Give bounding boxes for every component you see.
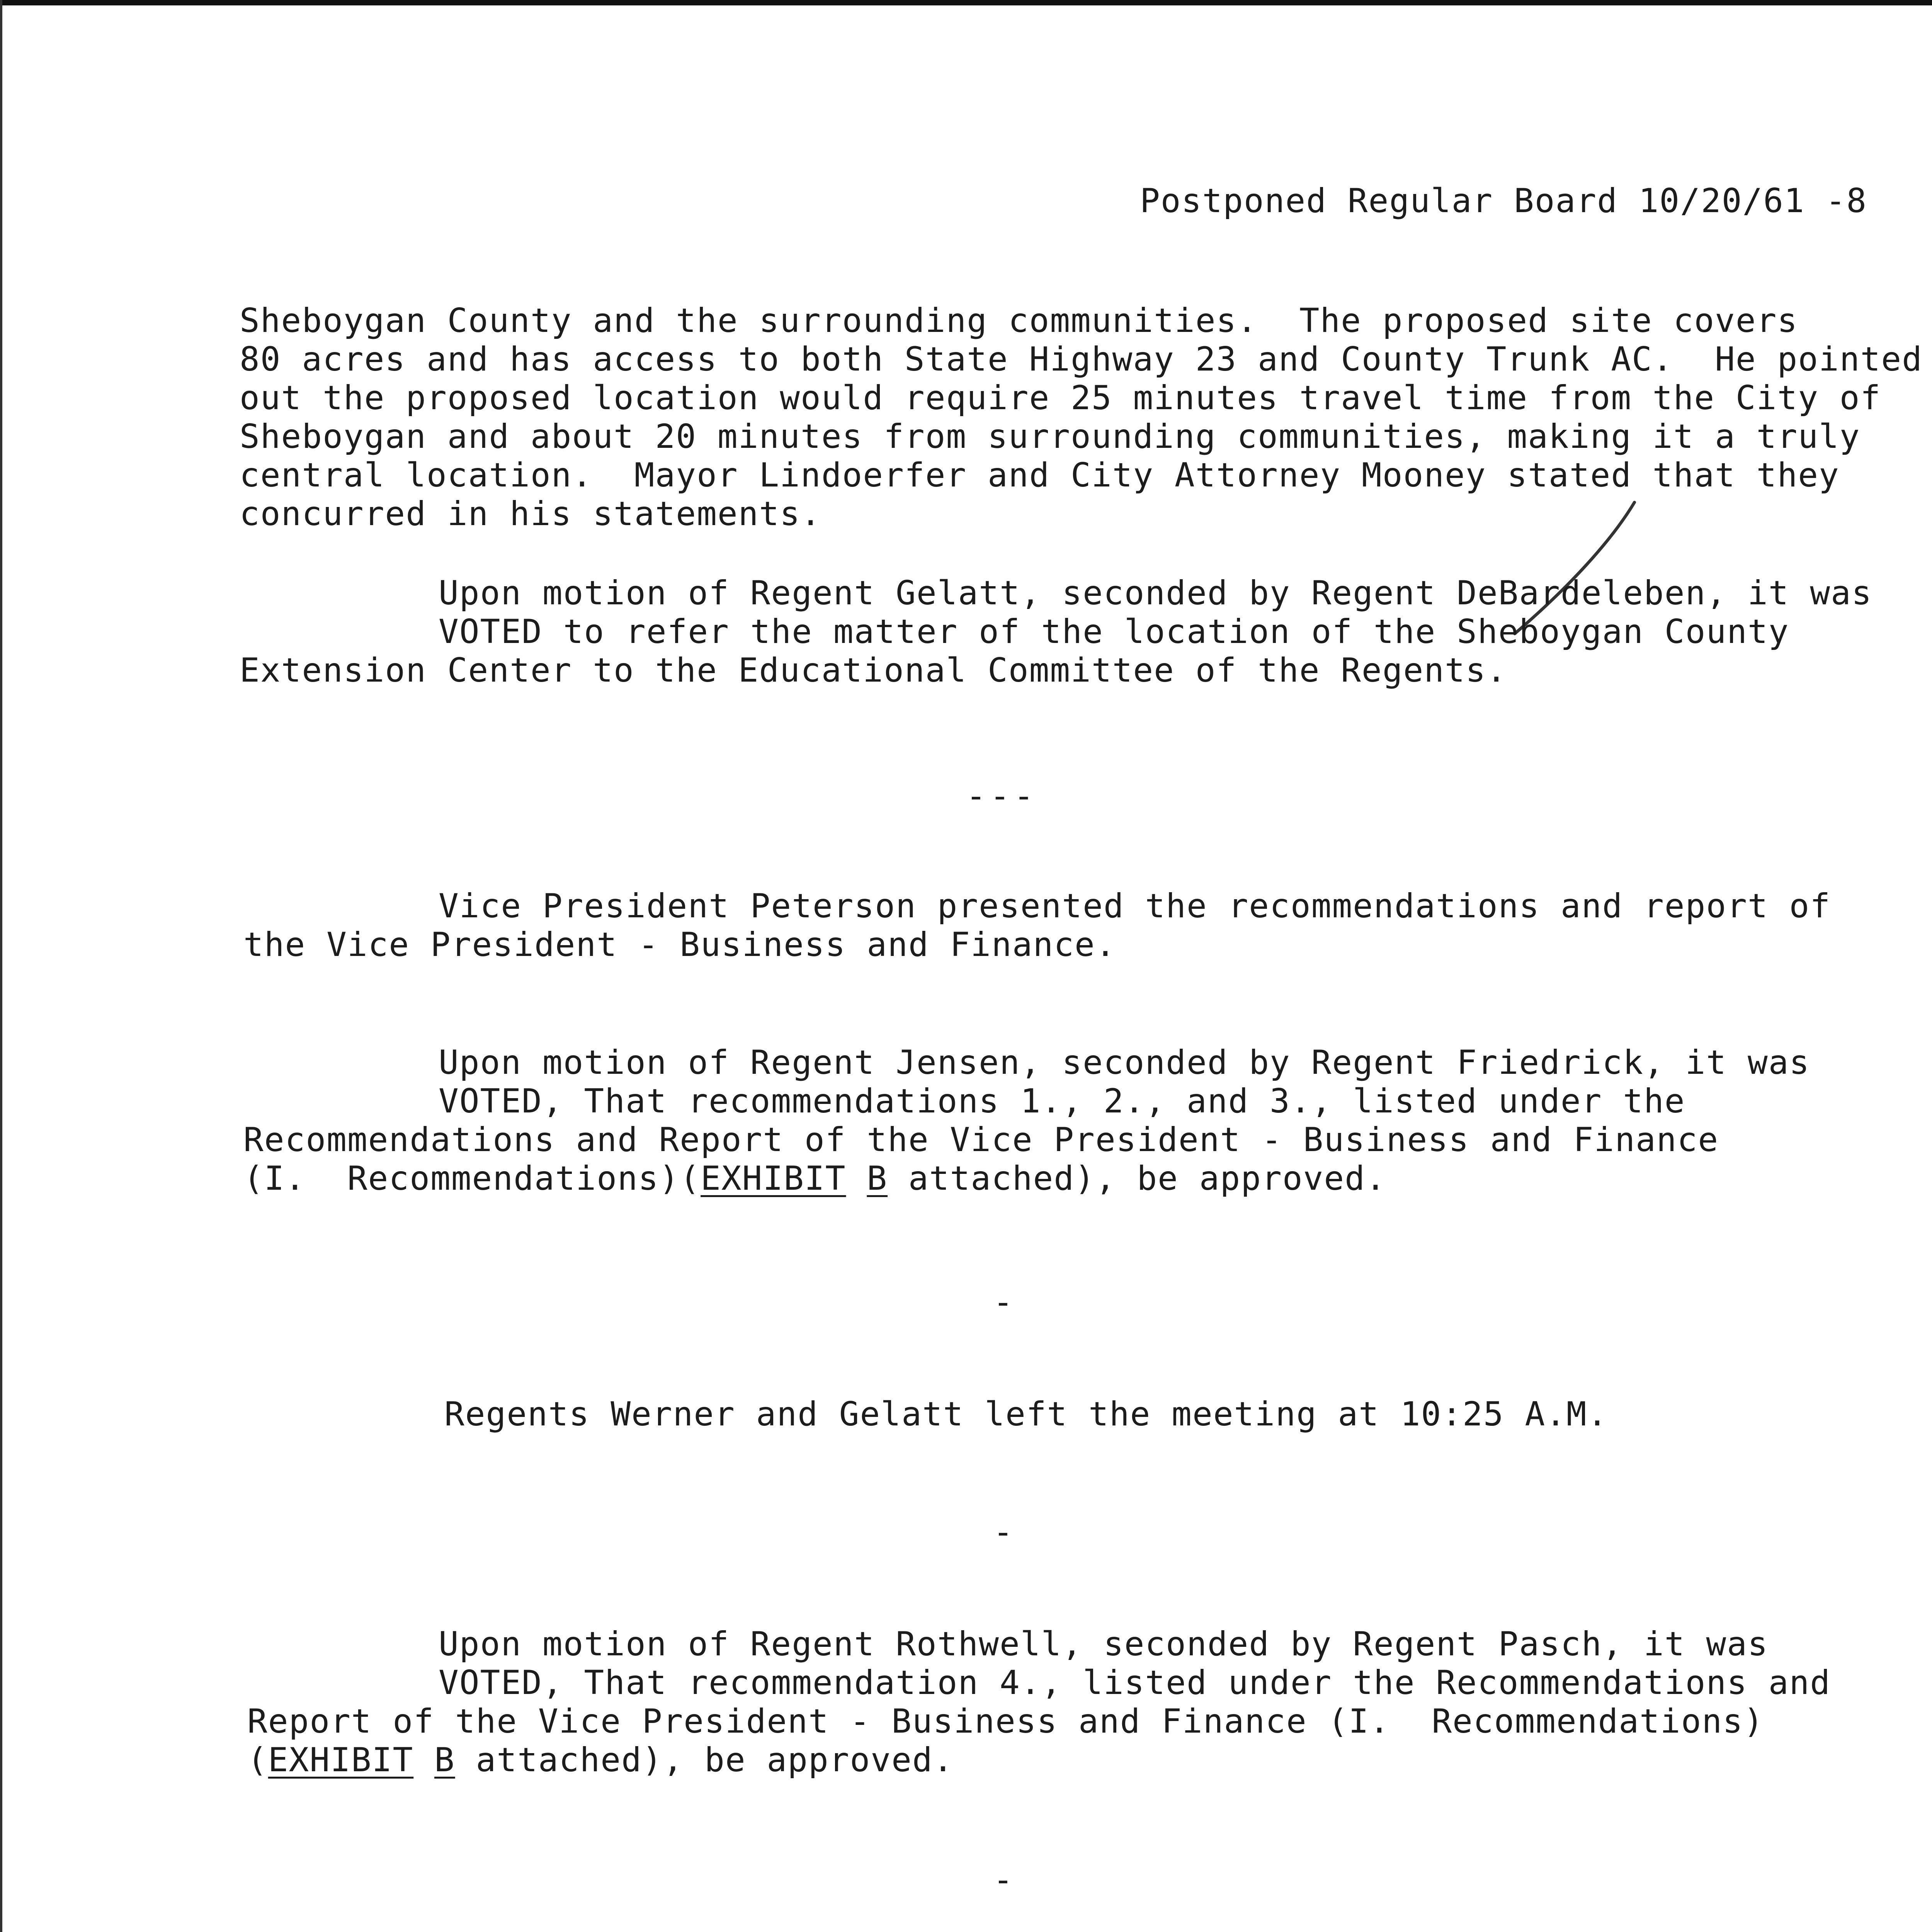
exhibit-word: EXHIBIT (701, 1159, 846, 1198)
line-suffix: attached), be approved. (888, 1159, 1386, 1198)
separator-1: --- (966, 777, 1038, 815)
exhibit-letter: B (867, 1159, 888, 1198)
paragraph-3-line-2: the Vice President - Business and Finance. (243, 925, 1116, 964)
scan-left-edge (0, 0, 2, 1932)
paragraph-4-line-1: Upon motion of Regent Jensen, seconded by Regent Friedrick, it was (439, 1043, 1810, 1082)
line-prefix: (I. Recommendations)( (243, 1159, 701, 1198)
paragraph-1-line-2: 80 acres and has access to both State Highway 23 and County Trunk AC. He pointed (240, 340, 1923, 379)
line-suffix: attached), be approved. (455, 1741, 954, 1779)
scan-top-edge (0, 0, 1932, 5)
separator-3: - (993, 1513, 1017, 1551)
paragraph-1-line-4: Sheboygan and about 20 minutes from surrounding communities, making it a truly (240, 417, 1861, 456)
paragraph-2-line-1: Upon motion of Regent Gelatt, seconded by Regent DeBardeleben, it was (439, 574, 1872, 612)
page-header: Postponed Regular Board 10/20/61 -8 (1140, 182, 1867, 220)
paragraph-6-line-3: Report of the Vice President - Business and Finance (I. Recommendations) (247, 1702, 1764, 1741)
exhibit-word: EXHIBIT (268, 1741, 414, 1779)
separator-2: - (993, 1283, 1017, 1321)
paragraph-5: Regents Werner and Gelatt left the meeting at 10:25 A.M. (444, 1395, 1608, 1434)
paragraph-1-line-3: out the proposed location would require 25 minutes travel time from the City of (240, 379, 1881, 417)
paragraph-2-line-3: Extension Center to the Educational Committee of the Regents. (240, 651, 1507, 690)
paragraph-4-line-2: VOTED, That recommendations 1., 2., and 3., listed under the (439, 1082, 1685, 1121)
separator-4: - (993, 1861, 1017, 1899)
paragraph-4-line-4 (243, 1159, 1386, 1198)
line-prefix: ( (247, 1741, 268, 1779)
paragraph-6-line-1: Upon motion of Regent Rothwell, seconded by Regent Pasch, it was (439, 1625, 1769, 1663)
paragraph-2-line-2: VOTED to refer the matter of the location of the Sheboygan County (439, 612, 1789, 651)
paragraph-1-line-5: central location. Mayor Lindoerfer and City Attorney Mooney stated that they (240, 456, 1840, 495)
exhibit-letter: B (434, 1741, 455, 1779)
paragraph-4-line-3: Recommendations and Report of the Vice President - Business and Finance (243, 1121, 1719, 1159)
paragraph-6-line-4 (247, 1741, 954, 1779)
paragraph-1-line-1: Sheboygan County and the surrounding communities. The proposed site covers (240, 301, 1798, 340)
paragraph-3-line-1: Vice President Peterson presented the recommendations and report of (439, 887, 1831, 925)
paragraph-1-line-6: concurred in his statements. (240, 495, 821, 533)
paragraph-6-line-2: VOTED, That recommendation 4., listed under the Recommendations and (439, 1663, 1831, 1702)
